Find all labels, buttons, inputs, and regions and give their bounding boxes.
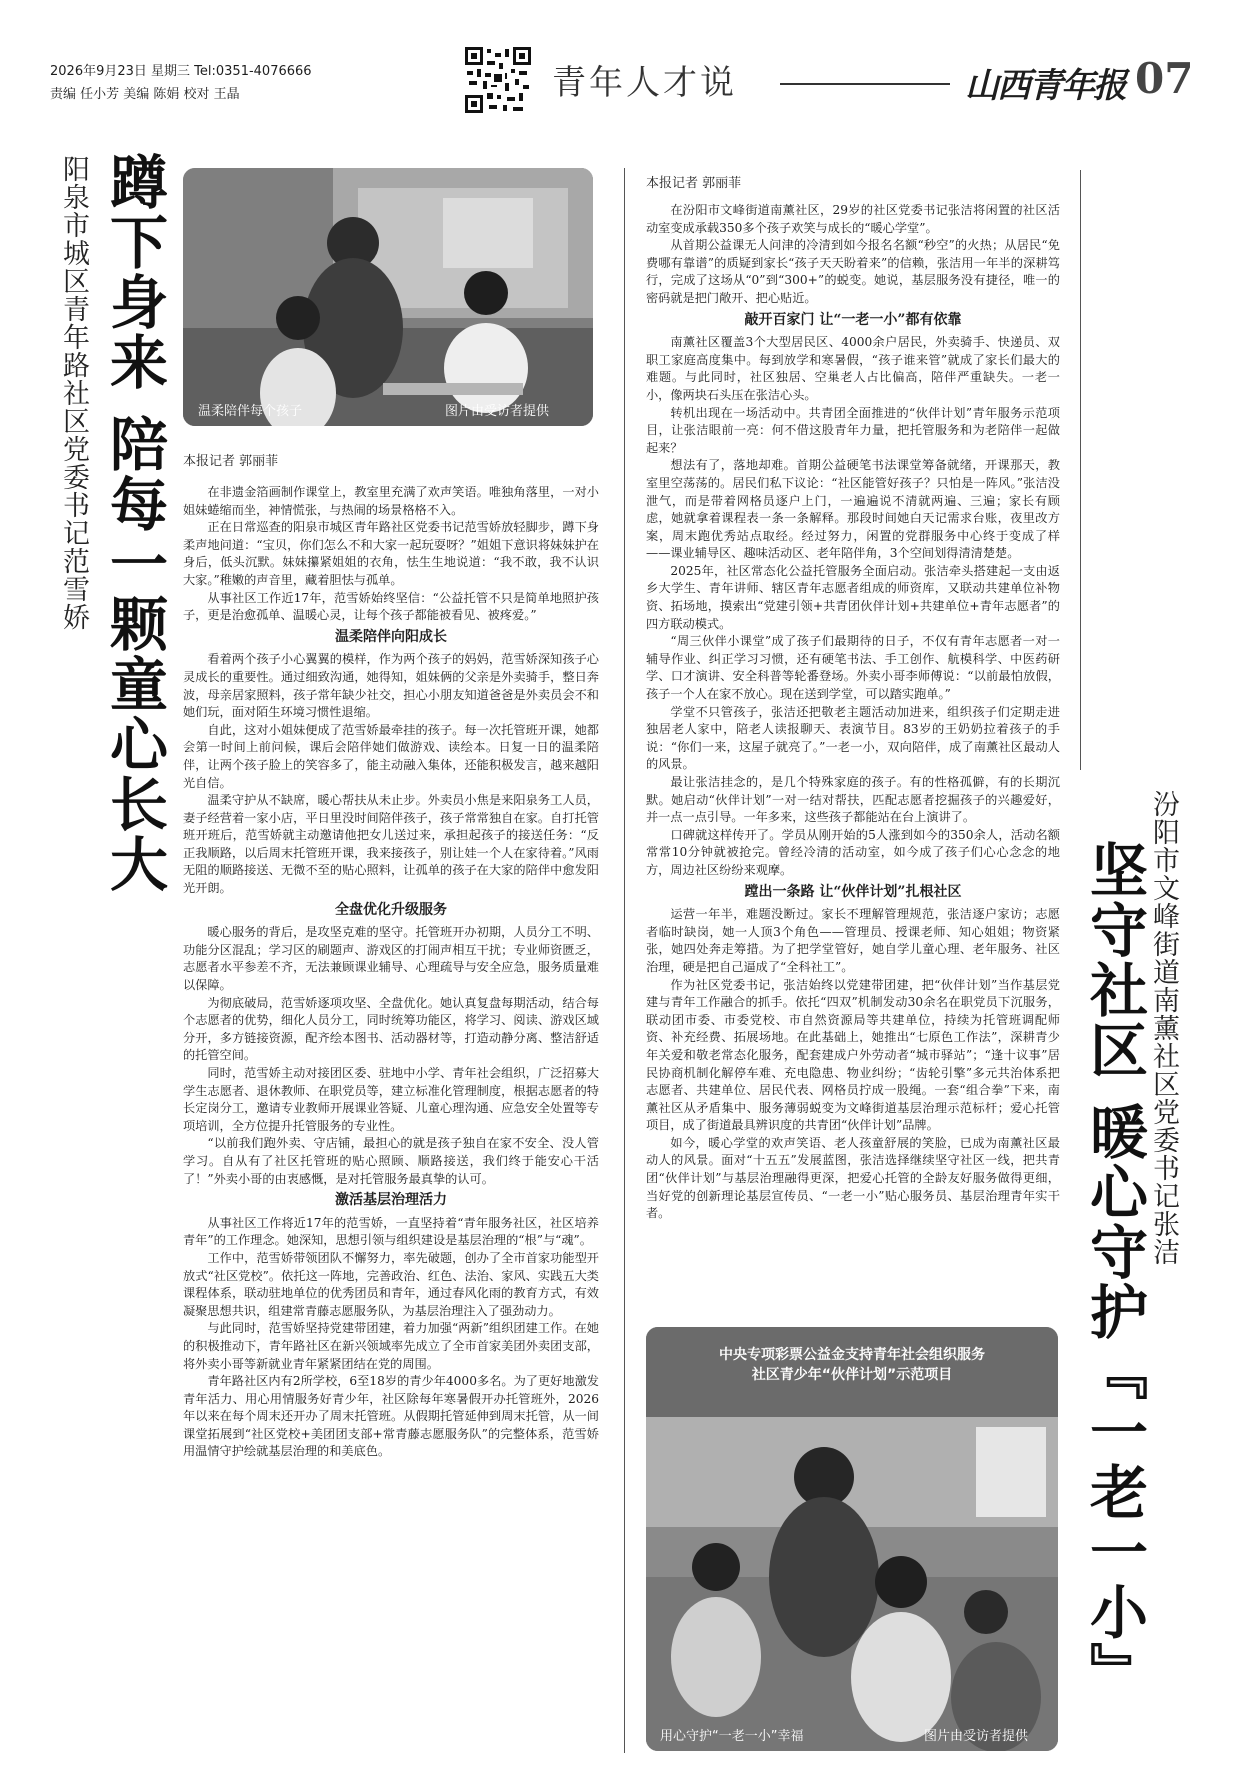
article1-photo	[183, 168, 593, 426]
paragraph: 看着两个孩子小心翼翼的模样，作为两个孩子的妈妈，范雪娇深知孩子心灵成长的重要性。通过细致沟通，她得知，姐妹俩的父亲是外卖骑手，整日奔波，母亲居家照料，孩子常年缺少社交，担心小朋友知道爸爸是外卖员会不和她们玩，面对陌生环境习惯性退缩。	[183, 652, 599, 720]
article2-photo-credit: 图片由受访者提供	[924, 1729, 1029, 1744]
headline-rule	[1080, 170, 1081, 770]
paragraph: 从首期公益课无人问津的冷清到如今报名名额“秒空”的火热；从居民“免费哪有靠谱”的质疑到家长“孩子天天盼着来”的信赖，张洁用一年半的深耕笃行，完成了这场从“0”到“300+”的蜕变。她说，基层服务没有捷径，唯一的密码就是把门敞开、把心贴近。	[646, 238, 1060, 305]
paragraph: 运营一年半，难题没断过。家长不理解管理规范，张洁逐户家访；志愿者临时缺岗，她一人顶3个角色——管理员、授课老师、知心姐姐；物资紧张，她四处奔走筹措。为了把学堂管好，她自学儿童心理、老年服务、社区治理，硬是把自己逼成了“全科社工”。	[646, 907, 1060, 974]
paragraph: 工作中，范雪娇带领团队不懈努力，率先破题，创办了全市首家功能型开放式“社区党校”。依托这一阵地，完善政治、红色、法治、家风、实践五大类课程体系，联动驻地单位的优秀团员和青年，通过春风化雨的教育方式，有效凝聚思想共识，组建常青藤志愿服务队，为基层治理注入了强劲动力。	[183, 1250, 599, 1318]
paragraph: 口碑就这样传开了。学员从刚开始的5人涨到如今的350余人，活动名额常常10分钟就被抢完。曾经冷清的活动室，如今成了孩子们心心念念的地方，周边社区纷纷来观摩。	[646, 827, 1060, 877]
article1-byline: 本报记者 郭丽菲	[183, 454, 279, 469]
paragraph: 从事社区工作将近17年的范雪娇，一直坚持着“青年服务社区，社区培养青年”的工作理念。她深知，思想引领与组织建设是基层治理的“根”与“魂”。	[183, 1215, 599, 1248]
paragraph: 正在日常巡查的阳泉市城区青年路社区党委书记范雪娇放轻脚步，蹲下身柔声地问道：“宝贝，你们怎么不和大家一起玩耍呀？”姐姐下意识将妹妹护在身后，低头沉默。妹妹攥紧姐姐的衣角，怯生生地说道：“我不敢，我不认识大家。”稚嫩的声音里，藏着胆怯与孤单。	[183, 520, 599, 587]
newspaper-masthead: 山西青年报	[965, 66, 1125, 106]
article2-body	[646, 202, 1060, 1223]
paragraph: 在非遗金箔画制作课堂上，教室里充满了欢声笑语。唯独角落里，一对小姐妹蜷缩而坐，神情慌张，与热闹的场景格格不入。	[183, 485, 599, 517]
article2-headline: 坚守社区 暖心守护『一老一小』	[1080, 840, 1148, 1703]
paragraph: 与此同时，范雪娇坚持党建带团建，着力加强“两新”组织团建工作。在她的积极推动下，青年路社区在新兴领域率先成立了全市首家美团外卖团支部，将外卖小哥等新就业青年紧紧团结在党的周围。	[183, 1321, 599, 1371]
article1-subhead: 阳泉市城区青年路社区党委书记范雪娇	[58, 155, 89, 631]
paragraph: 从事社区工作近17年，范雪娇始终坚信：“公益托管不只是简单地照护孩子，更是治愈孤单、温暖心灵，让每个孩子都能被看见、被疼爱。”	[183, 590, 599, 623]
article1-photo-credit: 图片由受访者提供	[445, 404, 550, 419]
article2-photo	[646, 1327, 1058, 1751]
column-divider	[624, 168, 625, 1753]
article1-headline: 蹲下身来 陪每一颗童心长大	[100, 152, 168, 895]
article2-byline: 本报记者 郭丽菲	[646, 176, 742, 191]
article2-photo-banner-line2: 社区青少年“伙伴计划”示范项目	[751, 1367, 953, 1383]
paragraph: 学堂不只管孩子，张洁还把敬老主题活动加进来，组织孩子们定期走进独居老人家中，陪老人读报聊天、表演节目。83岁的王奶奶拉着孩子的手说：“你们一来，这屋子就亮了。”一老一小，双向陪伴，成了南薰社区最动人的风景。	[646, 704, 1060, 772]
issue-date-line: 2026年9月23日 星期三 Tel:0351-4076666	[50, 64, 312, 79]
paragraph: 温柔守护从不缺席，暖心帮扶从未止步。外卖员小焦是来阳泉务工人员，妻子经营着一家小店，平日里没时间陪伴孩子，孩子常常独自在家。自打托管班开班后，范雪娇就主动邀请他把女儿送过来，承担起孩子的接送任务：“反正我顺路，以后周末托管班开课，我来接孩子，别让娃一个人在家待着。”风雨无阻的顺路接送、无微不至的贴心照料，让孤单的孩子在大家的陪伴中愈发阳光开朗。	[183, 793, 599, 896]
paragraph: 想法有了，落地却难。首期公益硬笔书法课堂筹备就绪，开课那天，教室里空荡荡的。居民们私下议论：“社区能管好孩子？只怕是一阵风。”张洁没泄气，而是带着网格员逐户上门，一遍遍说不清就两遍、三遍；家长有顾虑，她就拿着课程表一条一条解释。那段时间她白天记需求台账，夜里改方案，周末跑优秀站点取经。经过努力，闲置的党群服务中心终于变成了样——课业辅导区、趣味活动区、老年陪伴角，3个空间划得清清楚楚。	[646, 458, 1060, 561]
editor-credits: 责编 任小芳 美编 陈娟 校对 王晶	[50, 87, 240, 102]
paragraph: 2025年，社区常态化公益托管服务全面启动。张洁牵头搭建起一支由返乡大学生、青年讲师、辖区青年志愿者组成的师资库，又联动共建单位补物资、拓场地，摸索出“党建引领+共青团伙伴计划+共建单位+青年志愿者”的四方联动模式。	[646, 563, 1060, 631]
paragraph: “周三伙伴小课堂”成了孩子们最期待的日子，不仅有青年志愿者一对一辅导作业、纠正学习习惯，还有硬笔书法、手工创作、航模科学、中医药研学、口才演讲、安全科普等轮番登场。外卖小哥李师傅说：“以前最怕放假，孩子一个人在家不放心。现在送到学堂，可以踏实跑单。”	[646, 634, 1060, 702]
section-heading: 激活基层治理活力	[335, 1192, 447, 1209]
section-title: 青年人才说	[552, 63, 737, 103]
header-divider	[780, 83, 950, 85]
paragraph: 如今，暖心学堂的欢声笑语、老人孩童舒展的笑脸，已成为南薰社区最动人的风景。面对“十五五”发展蓝图，张洁选择继续坚守社区一线，把共青团“伙伴计划”与基层治理融得更深，把爱心托管的全龄友好服务做得更细，当好党的创新理论基层宣传员、“一老一小”贴心服务员、基层治理青年实干者。	[646, 1135, 1060, 1221]
paragraph: 自此，这对小姐妹便成了范雪娇最牵挂的孩子。每一次托管班开课，她都会第一时间上前问候，课后会陪伴她们做游戏、读绘本。日复一日的温柔陪伴，让两个孩子脸上的笑容多了，能主动融入集体，还能积极发言，越来越阳光自信。	[183, 722, 599, 790]
article2-photo-caption: 用心守护“一老一小”幸福	[660, 1729, 804, 1744]
article1-photo-caption: 温柔陪伴每个孩子	[198, 404, 303, 419]
paragraph: 转机出现在一场活动中。共青团全面推进的“伙伴计划”青年服务示范项目，让张洁眼前一亮：何不借这股青年力量，把托管服务和为老陪伴一起做起来？	[646, 405, 1060, 455]
paragraph: 在汾阳市文峰街道南薰社区，29岁的社区党委书记张洁将闲置的社区活动室变成承载350多个孩子欢笑与成长的“暖心学堂”。	[646, 203, 1060, 235]
article2-subhead: 汾阳市文峰街道南薰社区党委书记张洁	[1148, 790, 1179, 1266]
section-heading: 敲开百家门 让“一老一小”都有依靠	[744, 311, 962, 328]
section-heading: 蹚出一条路 让“伙伴计划”扎根社区	[744, 883, 962, 900]
paragraph: 青年路社区内有2所学校，6至18岁的青少年4000多名。为了更好地激发青年活力、用心用情服务好青少年，社区除每年寒暑假开办托管班外，2026年以来在每个周末还开办了周末托管班。从假期托管延伸到周末托管，从一间课堂拓展到“社区党校+美团团支部+常青藤志愿服务队”的完整体系，范雪娇用温情守护绘就基层治理的和美底色。	[183, 1374, 599, 1459]
paragraph: 最让张洁挂念的，是几个特殊家庭的孩子。有的性格孤僻，有的长期沉默。她启动“伙伴计划”一对一结对帮扶，匹配志愿者挖掘孩子的兴趣爱好，并一点一点引导。一年多来，这些孩子都能站在台上演讲了。	[646, 775, 1060, 825]
paragraph: 同时，范雪娇主动对接团区委、驻地中小学、青年社会组织，广泛招募大学生志愿者、退休教师、在职党员等，建立标准化管理制度，根据志愿者的特长定岗分工，邀请专业教师开展课业答疑、儿童心理沟通、应急安全处置等专项培训，全方位提升托管服务的专业性。	[183, 1066, 599, 1133]
qr-code-icon[interactable]	[465, 47, 531, 113]
section-heading: 全盘优化升级服务	[335, 901, 447, 918]
paragraph: 暖心服务的背后，是攻坚克难的坚守。托管班开办初期，人员分工不明、功能分区混乱；学习区的刷题声、游戏区的打闹声相互干扰；专业师资匮乏，志愿者水平参差不齐，无法兼顾课业辅导、心理疏导与安全应急，服务质量难以保障。	[183, 925, 599, 993]
paragraph: 为彻底破局，范雪娇逐项攻坚、全盘优化。她认真复盘每期活动，结合每个志愿者的优势，细化人员分工，同时统筹功能区，将学习、阅读、游戏区域分开，多方链接资源，配齐绘本图书、活动器材等，打造动静分离、整洁舒适的托管空间。	[183, 995, 599, 1063]
page-number: 07	[1135, 54, 1194, 103]
article1-body	[183, 484, 599, 1461]
article2-photo-banner-line1: 中央专项彩票公益金支持青年社会组织服务	[719, 1347, 985, 1363]
paragraph: 南薰社区覆盖3个大型居民区、4000余户居民，外卖骑手、快递员、双职工家庭高度集中。每到放学和寒暑假，“孩子谁来管”就成了家长们最大的难题。与此同时，社区独居、空巢老人占比偏高，陪伴严重缺失。一老一小，像两块石头压在张洁心头。	[646, 335, 1060, 402]
section-heading: 温柔陪伴向阳成长	[335, 628, 447, 645]
paragraph: “以前我们跑外卖、守店铺，最担心的就是孩子独自在家不安全、没人管学习。自从有了社区托管班的贴心照顾、顺路接送，我们终于能安心干活了！”外卖小哥的由衷感慨，是对托管服务最真挚的认可。	[183, 1136, 599, 1186]
paragraph: 作为社区党委书记，张洁始终以党建带团建，把“伙伴计划”当作基层党建与青年工作融合的抓手。依托“四双”机制发动30余名在职党员下沉服务，联动团市委、市委党校、市自然资源局等共建单位，持续为托管班调配师资、补充经费、拓展场地。在此基础上，她推出“七原色工作法”，深耕青少年关爱和敬老常态化服务，配套建成户外劳动者“城市驿站”；“逢十议事”居民协商机制化解停车难、充电隐患、物业纠纷；“齿轮引擎”多元共治体系把志愿者、共建单位、居民代表、网格员拧成一股绳。一套“组合拳”下来，南薰社区从矛盾集中、服务薄弱蜕变为文峰街道基层治理示范标杆；爱心托管项目，成了街道最具辨识度的共青团“伙伴计划”品牌。	[646, 977, 1060, 1133]
